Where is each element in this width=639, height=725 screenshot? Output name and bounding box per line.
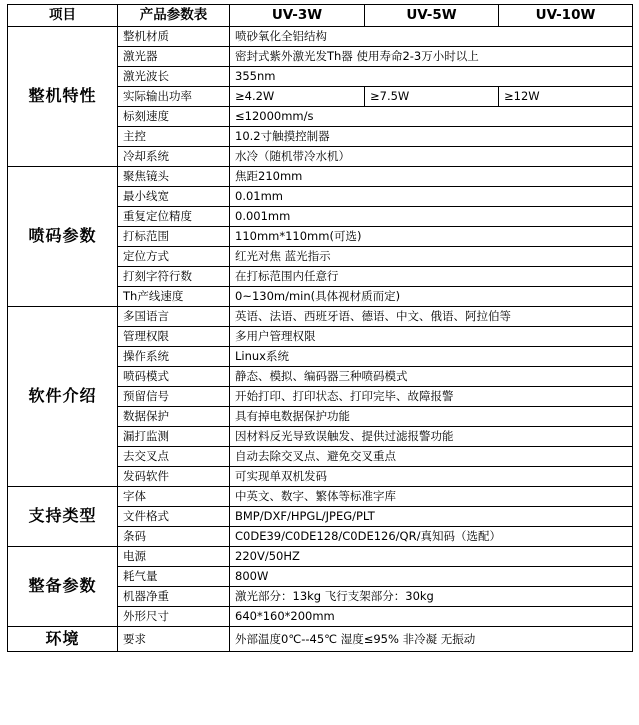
specification-table <box>7 4 633 652</box>
row-value: 355nm <box>230 66 633 86</box>
row-value: 开始打印、打印状态、打印完毕、故障报警 <box>230 386 633 406</box>
row-value: 激光部分：13kg 飞行支架部分：30kg <box>230 586 633 606</box>
column-header: UV-3W <box>230 5 365 27</box>
row-value: 0.001mm <box>230 206 633 226</box>
row-value: 0~130m/min(具体视材质而定) <box>230 286 633 306</box>
row-value: 因材料反光导致误触发、提供过滤报警功能 <box>230 426 633 446</box>
row-label: 耗气量 <box>118 566 230 586</box>
row-label: 重复定位精度 <box>118 206 230 226</box>
row-label: 聚焦镜头 <box>118 166 230 186</box>
row-label: 去交叉点 <box>118 446 230 466</box>
row-label: 实际输出功率 <box>118 86 230 106</box>
row-label: 打标范围 <box>118 226 230 246</box>
row-value: 220V/50HZ <box>230 546 633 566</box>
row-label: 定位方式 <box>118 246 230 266</box>
row-value: 多用户管理权限 <box>230 326 633 346</box>
table-row <box>8 546 633 566</box>
row-label: 激光器 <box>118 46 230 66</box>
row-label: 管理权限 <box>118 326 230 346</box>
row-label: 漏打监测 <box>118 426 230 446</box>
group-label: 环境 <box>8 626 118 651</box>
row-value: ≤12000mm/s <box>230 106 633 126</box>
row-label: 标刻速度 <box>118 106 230 126</box>
row-label: 字体 <box>118 486 230 506</box>
row-value: 喷砂氧化全铝结构 <box>230 26 633 46</box>
table-body <box>8 5 633 652</box>
row-label: 数据保护 <box>118 406 230 426</box>
row-value: ≥7.5W <box>365 86 499 106</box>
table-row <box>8 306 633 326</box>
row-label: 要求 <box>118 626 230 651</box>
row-label: 操作系统 <box>118 346 230 366</box>
row-label: 激光波长 <box>118 66 230 86</box>
row-value: 中英文、数字、繁体等标准字库 <box>230 486 633 506</box>
row-label: 最小线宽 <box>118 186 230 206</box>
row-label: 外形尺寸 <box>118 606 230 626</box>
row-value: 在打标范围内任意行 <box>230 266 633 286</box>
table-row <box>8 626 633 651</box>
row-value: 800W <box>230 566 633 586</box>
row-value: 0.01mm <box>230 186 633 206</box>
row-label: 条码 <box>118 526 230 546</box>
table-header-row <box>8 5 633 27</box>
row-value: 英语、法语、西班牙语、德语、中文、俄语、阿拉伯等 <box>230 306 633 326</box>
row-value: 具有掉电数据保护功能 <box>230 406 633 426</box>
row-label: 整机材质 <box>118 26 230 46</box>
row-value: BMP/DXF/HPGL/JPEG/PLT <box>230 506 633 526</box>
row-label: Th产线速度 <box>118 286 230 306</box>
row-label: 喷码模式 <box>118 366 230 386</box>
row-value: 可实现单双机发码 <box>230 466 633 486</box>
row-value: ≥12W <box>499 86 633 106</box>
row-label: 电源 <box>118 546 230 566</box>
row-value: Linux系统 <box>230 346 633 366</box>
row-label: 预留信号 <box>118 386 230 406</box>
row-label: 机器净重 <box>118 586 230 606</box>
column-header: UV-10W <box>499 5 633 27</box>
group-label: 支持类型 <box>8 486 118 546</box>
row-value: 自动去除交叉点、避免交叉重点 <box>230 446 633 466</box>
row-label: 文件格式 <box>118 506 230 526</box>
row-value: 红光对焦 蓝光指示 <box>230 246 633 266</box>
row-value: 焦距210mm <box>230 166 633 186</box>
table-row <box>8 26 633 46</box>
row-label: 多国语言 <box>118 306 230 326</box>
row-value: 10.2寸触摸控制器 <box>230 126 633 146</box>
column-header: 产品参数表 <box>118 5 230 27</box>
row-label: 冷却系统 <box>118 146 230 166</box>
row-value: 静态、模拟、编码器三种喷码模式 <box>230 366 633 386</box>
table-row <box>8 486 633 506</box>
row-label: 发码软件 <box>118 466 230 486</box>
column-header: UV-5W <box>365 5 499 27</box>
row-value: 外部温度0℃--45℃ 湿度≤95% 非冷凝 无振动 <box>230 626 633 651</box>
row-value: 640*160*200mm <box>230 606 633 626</box>
group-label: 整备参数 <box>8 546 118 626</box>
row-label: 打刻字符行数 <box>118 266 230 286</box>
row-value: C0DE39/C0DE128/C0DE126/QR/真知码（选配） <box>230 526 633 546</box>
row-label: 主控 <box>118 126 230 146</box>
row-value: 110mm*110mm(可选) <box>230 226 633 246</box>
group-label: 软件介绍 <box>8 306 118 486</box>
column-header: 项目 <box>8 5 118 27</box>
row-value: ≥4.2W <box>230 86 365 106</box>
group-label: 整机特性 <box>8 26 118 166</box>
table-row <box>8 166 633 186</box>
row-value: 水冷（随机带冷水机） <box>230 146 633 166</box>
group-label: 喷码参数 <box>8 166 118 306</box>
row-value: 密封式紫外激光发Th器 使用寿命2-3万小时以上 <box>230 46 633 66</box>
